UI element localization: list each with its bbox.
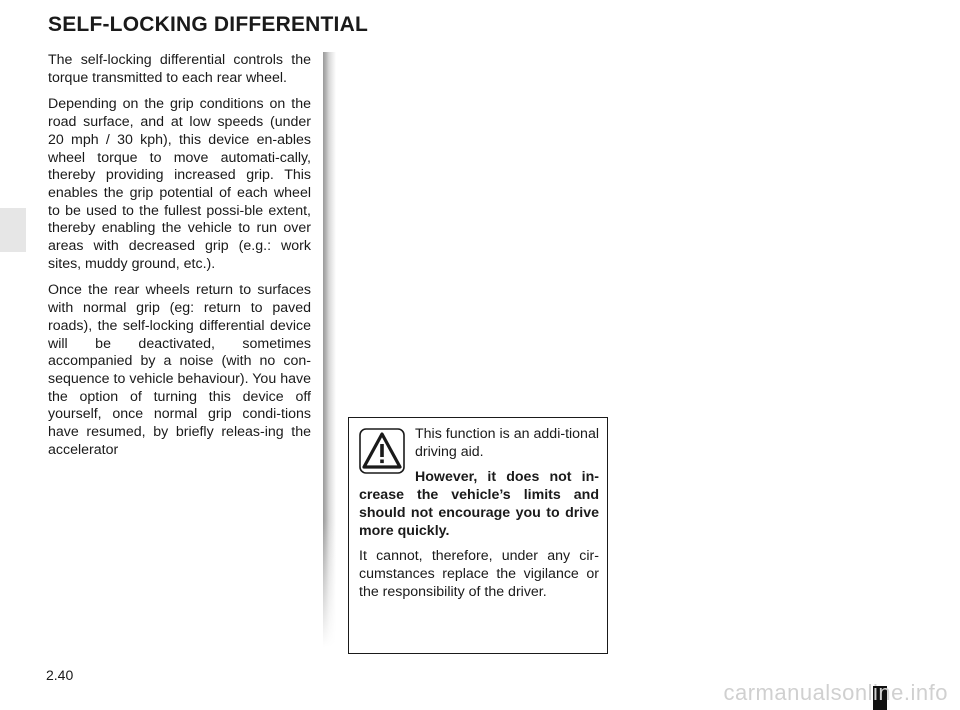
paragraph-operation: Depending on the grip conditions on the road surface, and at low speeds (under 20 mph / 30 kph), this device en-ables wheel torque to move automati-cally, thereby providing increased grip. This enables the grip potential of each wheel to be used to the fullest possi-ble extent, thereby enabling the vehicle to run over areas with decreased grip (e.g.: work sites, muddy ground, etc.). [48,96,311,272]
section-tab [0,208,26,252]
warning-text-aid: This function is an addi-tional driving aid. [415,426,599,460]
warning-box [348,417,608,654]
column-divider-fade [323,520,336,647]
paragraph-intro: The self-locking differential controls the torque transmitted to each rear wheel. [48,52,311,86]
watermark: carmanualsonline.info [723,680,948,705]
warning-text-limits: However, it does not in-crease the vehicle’s limits and should not encourage you to drive more quickly. [359,469,599,539]
paragraph-deactivation: Once the rear wheels return to surfaces with normal grip (eg: return to paved roads), the self-locking differential device will be deactivated, sometimes accompanied by a noise (with no con-sequence to vehicle behaviour). You have the option of turning this device off yourself, once normal grip condi-tions have resumed, by briefly releas-ing the accelerator [48,282,311,458]
body-text [48,52,311,468]
warning-triangle-icon [359,428,405,474]
page-number: 2.40 [46,667,74,683]
page-title: SELF-LOCKING DIFFERENTIAL [48,13,368,36]
warning-text-responsibility: It cannot, therefore, under any cir-cumstances replace the vigilance or the responsibility of the driver. [359,548,599,600]
